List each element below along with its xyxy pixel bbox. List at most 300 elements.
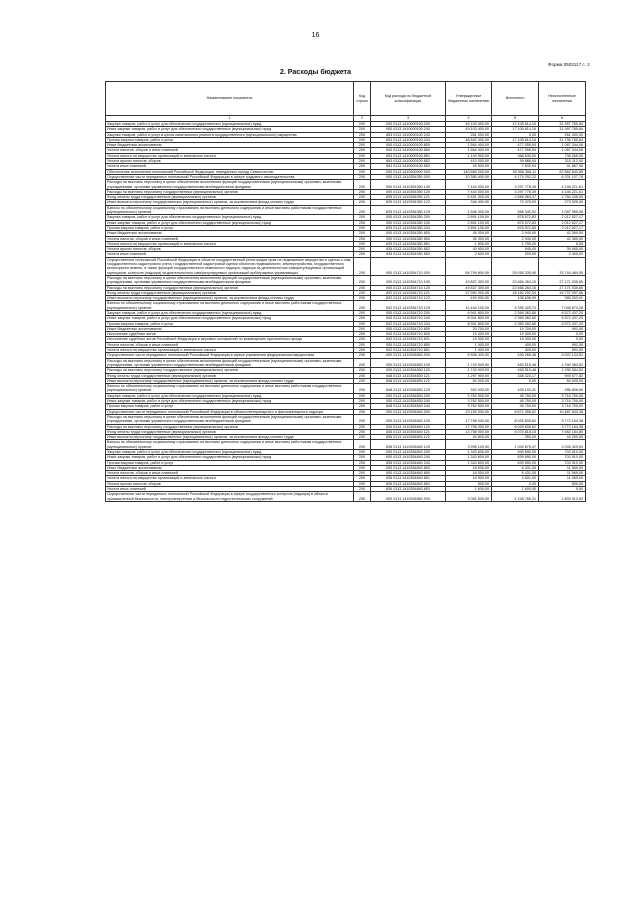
row-approved: 1 800,00 [446,241,492,246]
row-name: Взносы по обязательному социальному страхованию на выплаты денежного содержания и иные выплаты работникам государственных (муниципальных) органов [106,205,354,215]
col-number: 5 [492,116,539,122]
table-row [106,492,586,502]
row-unexecuted: 736 265,00 [539,153,586,158]
row-approved: 410 000,00 [446,159,492,164]
row-unexecuted: 41 867,06 [539,164,586,169]
row-executed: 105 193,31 [492,384,539,394]
row-unexecuted: 1 087 959,08 [539,205,586,215]
row-executed: 477 055,94 [492,143,539,148]
row-kbk: 000 0113 1410354350 200 [371,215,446,220]
row-unexecuted: 703 910,00 [539,460,586,465]
table-row [106,440,586,450]
row-kbk: 848 0113 1410354830 121 [371,373,446,378]
row-executed: 558 340,92 [492,205,539,215]
row-approved: 19 300,00 [446,332,492,337]
row-executed: 499 265,48 [492,353,539,358]
row-code: 200 [354,200,371,205]
row-kbk: 000 0113 1410354840 100 [371,414,446,424]
row-code: 200 [354,205,371,215]
row-unexecuted: 44 250,00 [539,435,586,440]
row-code: 200 [354,337,371,342]
row-name: Уплата прочих налогов, сборов [106,481,354,486]
row-executed: 4 831,00 [492,476,539,481]
row-kbk: 000 0113 1410354830 000 [371,353,446,358]
row-approved: 2 891 100,00 [446,220,492,225]
row-name: Уплата прочих налогов, сборов [106,247,354,252]
row-kbk: 000 0113 1410354710 120 [371,285,446,290]
row-code: 200 [354,465,371,470]
row-kbk: 000 0113 1410354710 200 [371,310,446,315]
row-name: Иные выплаты персоналу государственных (муниципальных) органов, за исключением фонда оплаты труда [106,200,354,205]
expenses-table [105,81,586,502]
row-kbk: 835 0113 1410354350 129 [371,205,446,215]
row-name: Осуществление части переданных полномочий Российской Федерации в сфере управления федеральным имуществом [106,353,354,358]
row-executed: 19 709,00 [492,326,539,331]
row-kbk: 836 0113 1410354840 244 [371,460,446,465]
row-kbk: 848 0113 1410354830 244 [371,404,446,409]
row-approved: 49 103 400,00 [446,127,492,132]
row-unexecuted: 286 806,69 [539,384,586,394]
row-approved: 49 837 300,00 [446,275,492,285]
row-unexecuted: 1 290 384,52 [539,358,586,368]
row-kbk: 000 0113 1410354840 120 [371,424,446,429]
row-executed: 6 431,00 [492,471,539,476]
row-approved: 15 900,00 [446,476,492,481]
row-executed: 3 297 778,38 [492,180,539,190]
row-code: 200 [354,195,371,200]
row-kbk: 853 0113 1410000100 851 [371,153,446,158]
row-unexecuted: 273 925,00 [539,200,586,205]
row-unexecuted: 39 955,00 [539,247,586,252]
row-executed: 639 690,00 [492,455,539,460]
row-kbk: 853 0113 1410000100 244 [371,137,446,142]
row-code: 200 [354,481,371,486]
row-code: 200 [354,159,371,164]
row-name: Уплата иных платежей [106,164,354,169]
row-name: Исполнение судебных актов Российской Федерации и мировых соглашений по возмещению причиненного вреда [106,337,354,342]
row-kbk: 000 0113 1410354350 000 [371,174,446,179]
row-name: Уплата налогов, сборов и иных платежей [106,471,354,476]
row-executed: 2 369 362,80 [492,310,539,315]
row-code: 200 [354,301,371,311]
row-executed: 7 632,94 [492,164,539,169]
row-unexecuted: 27 171 035,85 [539,275,586,285]
row-kbk: 835 0113 1410354350 122 [371,200,446,205]
row-executed: 1 949 670,47 [492,440,539,450]
row-unexecuted: 3 716 750,00 [539,393,586,398]
row-code: 200 [354,231,371,236]
row-unexecuted: 703 910,00 [539,450,586,455]
row-unexecuted: 6 201 107,78 [539,174,586,179]
row-unexecuted: 0,00 [539,332,586,337]
row-kbk: 836 0113 1410354840 851 [371,476,446,481]
row-approved: 11 444 100,00 [446,301,492,311]
row-code: 200 [354,220,371,225]
row-approved: 8 941 800,00 [446,321,492,326]
row-code: 200 [354,169,371,174]
row-name: Уплата налога на имущество организаций и земельного налога [106,476,354,481]
row-unexecuted: 42 360,00 [539,236,586,241]
row-unexecuted: 31 736 785,84 [539,137,586,142]
row-code: 200 [354,122,371,127]
row-name: Расходы на выплаты персоналу в целях обеспечения выполнения функций государственными (муниципальными) органами, казенными учреждениями, органами управления государственными внебюджетными фондами [106,180,354,190]
row-name: Исполнение судебных актов [106,332,354,337]
table-row [106,414,586,424]
table-row [106,301,586,311]
row-kbk: 835 0113 1410354350 851 [371,241,446,246]
row-code: 200 [354,348,371,353]
row-kbk: 832 0113 1410354710 831 [371,337,446,342]
row-executed: 4 179 292,22 [492,174,539,179]
row-executed: 6 431,00 [492,465,539,470]
row-executed: 2 940,00 [492,231,539,236]
row-name: Иные закупки товаров, работ и услуг для обеспечения государственных (муниципальных) нужд [106,220,354,225]
row-kbk: 832 0113 1410354710 122 [371,296,446,301]
row-name: Иные выплаты персоналу государственных (муниципальных) органов, за исключением фонда оплаты труда [106,378,354,383]
row-code: 200 [354,132,371,137]
row-kbk: 836 0113 1410354840 853 [371,487,446,492]
row-approved: 2 891 100,00 [446,215,492,220]
row-unexecuted: 2 012 527,17 [539,225,586,230]
row-kbk: 000 0113 1410354830 100 [371,358,446,368]
row-code: 200 [354,321,371,326]
row-executed: 17 105 614,16 [492,137,539,142]
row-code: 200 [354,316,371,321]
row-name: Уплата прочих налогов, сборов [106,159,354,164]
row-code: 200 [354,153,371,158]
row-unexecuted: 9 772 164,38 [539,424,586,429]
row-kbk: 832 0113 1410354710 851 [371,348,446,353]
row-name: Осуществление части переданных полномочий Российской Федерации в сфере государственного контроля (надзора) в области промышленной безопасности, электроэнергетики и безопасности гидротехнических сооружений [106,492,354,502]
row-unexecuted: 3 716 750,00 [539,399,586,404]
row-approved: 1 564 400,00 [446,148,492,153]
row-approved: 140 669 200,00 [446,169,492,174]
table-row [106,384,586,394]
row-kbk: 835 0113 1410354350 121 [371,195,446,200]
row-code: 200 [354,404,371,409]
row-kbk: 000 0113 1410354710 800 [371,326,446,331]
row-code: 200 [354,275,371,285]
row-code: 200 [354,225,371,230]
row-code: 200 [354,326,371,331]
row-approved: 54 000,00 [446,378,492,383]
row-name: Фонд оплаты труда государственных (муниципальных) органов [106,429,354,434]
row-unexecuted: 1 087 344,06 [539,148,586,153]
row-name: Взносы по обязательному социальному страхованию на выплаты денежного содержания и иные выплаты работникам государственных (муниципальных) органов [106,384,354,394]
row-approved: 49 500,00 [446,164,492,169]
row-approved: 500,00 [446,481,492,486]
row-name: Иные бюджетные ассигнования [106,465,354,470]
row-code: 200 [354,252,371,257]
row-unexecuted: 1 803 013,69 [539,492,586,502]
row-name: Иные бюджетные ассигнования [106,231,354,236]
row-unexecuted: 42 360,00 [539,231,586,236]
row-code: 200 [354,164,371,169]
row-kbk: 848 0113 1410354830 122 [371,378,446,383]
row-executed: 22 666 264,15 [492,285,539,290]
row-unexecuted: 9 772 164,38 [539,414,586,424]
row-unexecuted: 2 400,00 [539,252,586,257]
row-name: Расходы на выплаты персоналу в целях обеспечения выполнения функций государственными (муниципальными) органами, казенными учреждениями, органами управления государственными внебюджетными фондами [106,358,354,368]
row-code: 200 [354,455,371,460]
row-kbk: 000 0113 1410354710 830 [371,332,446,337]
row-unexecuted: 2 012 527,17 [539,220,586,225]
row-executed: 945,00 [492,247,539,252]
row-name: Иные закупки товаров, работ и услуг для обеспечения государственных (муниципальных) нужд [106,455,354,460]
row-approved: 58 799 800,00 [446,257,492,275]
row-executed: 639 690,00 [492,460,539,465]
row-code: 200 [354,143,371,148]
row-executed: 639 690,00 [492,450,539,455]
row-unexecuted: 949 577,83 [539,373,586,378]
row-approved: 1 343 600,00 [446,460,492,465]
col-header-kbk: Код расхода по бюджетной классификации [371,82,446,116]
row-unexecuted: 2 012 527,17 [539,215,586,220]
row-code: 200 [354,414,371,424]
row-name: Закупка товаров, работ и услуг в целях капитального ремонта государственного (муниципального) имущества [106,132,354,137]
row-kbk: 835 0113 1410354350 244 [371,225,446,230]
row-executed: 453 515,48 [492,358,539,368]
row-name: Иные выплаты персоналу государственных (муниципальных) органов, за исключением фонда оплаты труда [106,296,354,301]
row-executed: 409,00 [492,342,539,347]
row-code: 200 [354,429,371,434]
row-approved: 1 400,00 [446,342,492,347]
row-name: Иные бюджетные ассигнования [106,326,354,331]
row-approved: 5 506 400,00 [446,353,492,358]
row-unexecuted: 11 569,00 [539,465,586,470]
row-kbk: 832 0113 1410354710 129 [371,301,446,311]
row-approved: 1 600,00 [446,487,492,492]
row-name: Взносы по обязательному социальному страхованию на выплаты денежного содержания и иные выплаты работникам государственных (муниципальных) органов [106,301,354,311]
row-code: 200 [354,384,371,394]
row-executed: 19 300,00 [492,337,539,342]
row-approved: 17 798 000,00 [446,424,492,429]
row-name: Осуществление части переданных полномочий Российской Федерации в сфере трудового законодательства [106,174,354,179]
row-unexecuted: 310 112,00 [539,159,586,164]
row-kbk: 848 0113 1410354830 129 [371,384,446,394]
row-name: Уплата налога на имущество организаций и земельного налога [106,348,354,353]
row-unexecuted: 261 000,00 [539,132,586,137]
col-header-approved: Утвержденные бюджетные назначения [446,82,492,116]
row-name: Расходы на выплаты персоналу государственных (муниципальных) органов [106,424,354,429]
row-unexecuted: 87 662 843,89 [539,169,586,174]
row-unexecuted: 1 087 344,06 [539,143,586,148]
row-kbk: 000 0113 1410000100 800 [371,143,446,148]
row-approved: 1 104 900,00 [446,153,492,158]
row-name: Закупка товаров, работ и услуг для обеспечения государственных (муниципальных) нужд [106,122,354,127]
row-executed: 1 600,00 [492,487,539,492]
col-header-executed: Исполнено [492,82,539,116]
row-code: 200 [354,137,371,142]
row-kbk: 000 0113 1410354840 000 [371,409,446,414]
table-row [106,275,586,285]
col-number: 6 [539,116,586,122]
row-kbk: 000 0113 1410354710 850 [371,342,446,347]
row-kbk: 853 0113 1410000100 852 [371,159,446,164]
row-executed: 22 666 264,15 [492,275,539,285]
row-code: 200 [354,460,371,465]
row-code: 200 [354,215,371,220]
row-name: Уплата налогов, сборов и иных платежей [106,342,354,347]
row-approved: 493 900,00 [446,296,492,301]
row-kbk: 836 0113 1410354840 129 [371,440,446,450]
row-executed: 350,00 [492,435,539,440]
row-approved: 3 995 100,00 [446,440,492,450]
row-unexecuted: 703 910,00 [539,455,586,460]
row-executed: 72 475,00 [492,200,539,205]
row-name: Уплата налогов, сборов и иных платежей [106,148,354,153]
row-unexecuted: 0,00 [539,337,586,342]
row-kbk: 000 0113 1410354830 240 [371,399,446,404]
row-approved: 1 297 900,00 [446,373,492,378]
row-approved: 261 000,00 [446,132,492,137]
row-unexecuted: 10 487 643,38 [539,409,586,414]
form-code: Форма 0503117 с. 2 [548,62,590,67]
row-unexecuted: 991,00 [539,348,586,353]
row-executed: 1 248 786,31 [492,492,539,502]
row-unexecuted: 2 784 336,53 [539,195,586,200]
col-header-code: Код строки [354,82,371,116]
row-unexecuted: 6 572 437,20 [539,316,586,321]
row-approved: 1 343 600,00 [446,450,492,455]
row-approved: 7 444 000,00 [446,180,492,190]
row-approved: 392 000,00 [446,384,492,394]
row-name: Иные закупки товаров, работ и услуг для обеспечения государственных (муниципальных) нужд [106,399,354,404]
row-kbk: 000 0113 1410354840 850 [371,471,446,476]
row-executed: 878 572,83 [492,225,539,230]
row-kbk: 000 0113 1410000100 240 [371,127,446,132]
row-approved: 3 762 500,00 [446,399,492,404]
col-header-name: Наименование показателя [106,82,354,116]
row-approved: 1 343 600,00 [446,455,492,460]
row-executed: 6 075 815,15 [492,429,539,434]
row-executed: 17 105 614,16 [492,122,539,127]
row-code: 200 [354,393,371,398]
row-unexecuted: 991,00 [539,342,586,347]
row-code: 200 [354,296,371,301]
row-approved: 2 600,00 [446,252,492,257]
row-executed: 4 395 425,72 [492,301,539,311]
row-name: Взносы по обязательному социальному страхованию на выплаты денежного содержания и иные выплаты работникам государственных (муниципальных) органов [106,440,354,450]
row-unexecuted: 2 045 429,53 [539,440,586,450]
col-number: 4 [446,116,492,122]
row-executed: 8 025 835,62 [492,414,539,424]
row-name: Фонд оплаты труда государственных (муниципальных) органов [106,373,354,378]
row-approved: 13 758 000,00 [446,429,492,434]
row-approved: 18 000,00 [446,465,492,470]
row-approved: 19 300,00 [446,337,492,342]
row-approved: 1 646 300,00 [446,205,492,215]
row-name: Закупка товаров, работ и услуг для обеспечения государственных (муниципальных) нужд [106,450,354,455]
row-approved: 3 762 500,00 [446,404,492,409]
row-unexecuted: 5,00 [539,241,586,246]
row-approved: 17 798 000,00 [446,414,492,424]
row-kbk: 835 0113 1410354350 853 [371,252,446,257]
row-kbk: 832 0113 1410354710 244 [371,321,446,326]
row-code: 200 [354,471,371,476]
table-row [106,257,586,275]
row-approved: 8 941 800,00 [446,310,492,315]
row-kbk: 000 0113 1410000100 200 [371,122,446,127]
row-name: Прочая закупка товаров, работ и услуг [106,137,354,142]
row-unexecuted: 991,00 [539,326,586,331]
row-code: 200 [354,358,371,368]
row-name: Уплата иных платежей [106,252,354,257]
row-unexecuted: 7 048 674,28 [539,301,586,311]
row-executed: 2 666 963,47 [492,195,539,200]
row-approved: 20 700,00 [446,326,492,331]
row-name: Закупка товаров, работ и услуг для обеспечения государственных (муниципальных) нужд [106,393,354,398]
row-name: Осуществление полномочий Российской Федерации в области государственной регистрации прав на недвижимое имущество и сделок с ним, государственного кадастрового учета, государственной кадастровой оценки объектов недвижимости, землеустройства, государственного мониторинга земель, а также функций государственного земельного надзора, надзора за деятельностью саморегулируемых организаций оценщиков, контроля (надзора) за деятельностью саморегулируемых организаций арбитражных управляющих [106,257,354,275]
row-approved: 19 159 000,00 [446,409,492,414]
row-name: Фонд оплаты труда государственных (муниципальных) органов [106,290,354,295]
row-code: 200 [354,189,371,194]
row-code: 200 [354,440,371,450]
row-approved: 346 400,00 [446,200,492,205]
row-executed: 2 369 362,80 [492,316,539,321]
col-number: 1 [106,116,354,122]
row-executed: 8 671 356,62 [492,409,539,414]
row-approved: 10 380 400,00 [446,174,492,179]
row-executed: 0,00 [492,132,539,137]
row-code: 200 [354,180,371,190]
row-approved: 44 600,00 [446,435,492,440]
row-name: Иные бюджетные ассигнования [106,143,354,148]
row-executed: 8 025 835,62 [492,424,539,429]
row-executed: 3 297 778,39 [492,189,539,194]
row-kbk: 835 0113 1410354350 852 [371,247,446,252]
row-executed: 453 515,48 [492,368,539,373]
row-kbk: 836 0113 1410354840 852 [371,481,446,486]
row-name: Расходы на выплаты персоналу в целях обеспечения выполнения функций государственными (муниципальными) органами, казенными учреждениями, органами управления государственными внебюджетными фондами [106,275,354,285]
row-name: Уплата иных платежей [106,487,354,492]
row-unexecuted: 3 716 750,00 [539,404,586,409]
row-unexecuted: 7 682 184,85 [539,429,586,434]
row-code: 200 [354,373,371,378]
row-executed: 45 750,00 [492,393,539,398]
row-unexecuted: 6 572 437,20 [539,321,586,326]
row-kbk: 000 0113 1410354840 200 [371,450,446,455]
row-code: 200 [354,487,371,492]
row-kbk: 000 0113 1410354850 000 [371,492,446,502]
row-unexecuted: 1 290 384,52 [539,368,586,373]
row-name: Иные выплаты персоналу государственных (муниципальных) органов, за исключением фонда оплаты труда [106,435,354,440]
row-code: 200 [354,241,371,246]
row-code: 200 [354,332,371,337]
row-approved: 3 051 600,00 [446,492,492,502]
row-executed: 45 750,00 [492,399,539,404]
row-executed: 53 006 356,11 [492,169,539,174]
row-approved: 49 103 400,00 [446,122,492,127]
row-unexecuted: 4 146 221,61 [539,189,586,194]
row-approved: 8 941 800,00 [446,316,492,321]
row-unexecuted: 33 744 464,05 [539,257,586,275]
row-code: 200 [354,399,371,404]
row-code: 200 [354,236,371,241]
row-name: Уплата налога на имущество организаций и земельного налога [106,153,354,158]
row-executed: 2 940,00 [492,236,539,241]
row-unexecuted: 19 737 097,66 [539,290,586,295]
row-code: 200 [354,342,371,347]
row-name: Фонд оплаты труда государственных (муниципальных) органов [106,195,354,200]
table-row [106,180,586,190]
row-name: Расходы на выплаты персоналу в целях обеспечения выполнения функций государственными (муниципальными) органами, казенными учреждениями, органами управления государственными внебюджетными фондами [106,414,354,424]
row-name: Прочая закупка товаров, работ и услуг [106,460,354,465]
row-name: Расходы на выплаты персоналу государственных (муниципальных) органов [106,285,354,290]
row-executed: 0,00 [492,481,539,486]
row-kbk: 000 0113 1410354710 240 [371,316,446,321]
row-name: Расходы на выплаты персоналу государственных (муниципальных) органов [106,368,354,373]
